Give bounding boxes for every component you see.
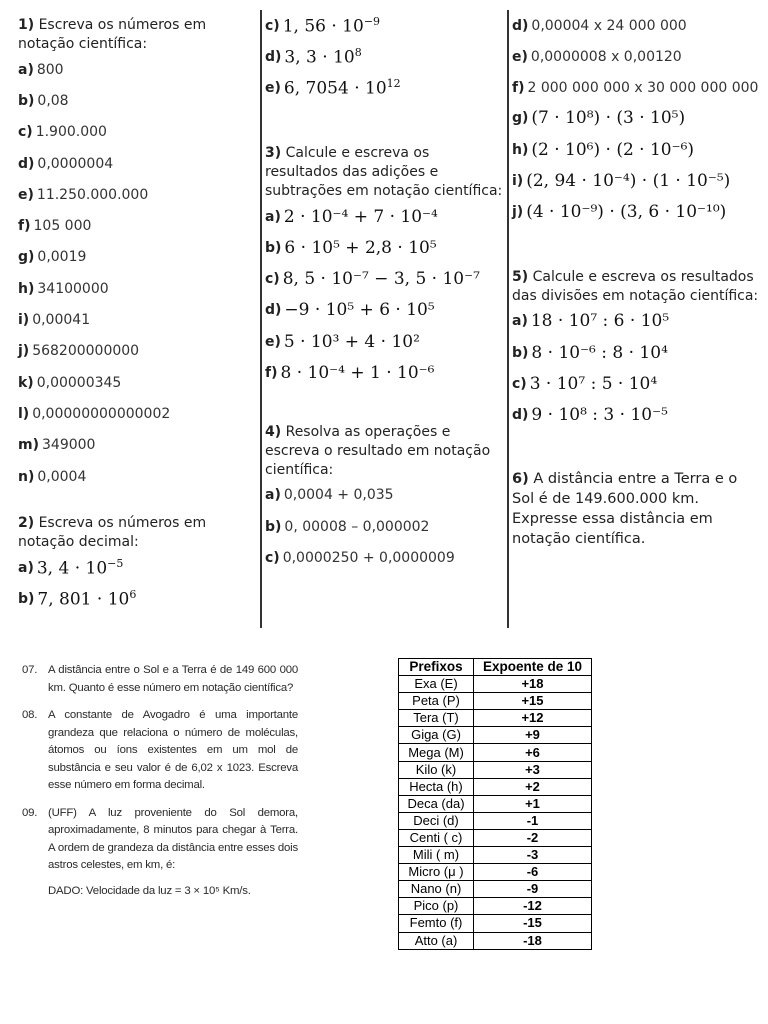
list-item [265,232,505,263]
item-text: 2 000 000 000 x 30 000 000 000 [527,79,759,96]
list-item [18,552,256,583]
problem-text: (UFF) A luz proveniente do Sol demora, aproximadamente, 8 minutos para chegar à Terra. A ordem de grandeza da distância entre esses dois astros celestes, em km, é: [48,806,298,871]
item-label: a) [18,559,34,576]
list-item [265,542,505,573]
math-expression [37,588,136,610]
problem-item [22,662,298,697]
item-label: b) [18,92,35,109]
problem-item [22,707,298,795]
question-6-title: 6) A distância entre a Terra e o Sol é de 149.600.000 km. Expresse essa distância em notação científica. [512,470,738,547]
item-label: f) [18,218,31,235]
table-row [399,710,592,727]
math-exponent: 12 [386,77,401,91]
item-label: c) [265,271,280,288]
item-label: a) [18,61,34,78]
math-base: 3, 3 · 10 [284,47,355,68]
question-5-title: 5) Calcule e escreva os resultados das divisões em notação científica: [512,268,759,304]
header-prefixos: Prefixos [399,659,474,676]
table-row [399,864,592,881]
list-item [18,54,256,85]
item-label: i) [512,172,524,189]
list-item [265,511,505,542]
math-expression: 8 · 10⁻⁴ + 1 · 10⁻⁶ [280,363,435,384]
math-base: 7, 801 · 10 [37,589,130,610]
prefix-cell: Kilo (k) [399,761,474,778]
list-item [265,73,505,104]
table-header-row [399,659,592,676]
problem-text: A constante de Avogadro é uma importante grandeza que relaciona o número de moléculas, átomos ou íons existentes em um mol de substância e seu valor é de 6,02 x 1023. Escreva esse número em forma decimal. [48,709,298,791]
question-2-continued-list [265,10,505,104]
list-item [18,367,256,398]
item-label: d) [265,48,282,65]
math-expression: 2 · 10⁻⁴ + 7 · 10⁻⁴ [283,206,438,227]
column-3 [512,10,762,549]
math-expression: 9 · 10⁸ : 3 · 10⁻⁵ [531,405,668,426]
item-label: a) [265,208,281,225]
exponent-cell: -3 [474,847,592,864]
list-item [512,134,762,165]
prefix-cell: Peta (P) [399,693,474,710]
list-item [18,336,256,367]
item-label: n) [18,468,35,485]
header-expoente: Expoente de 10 [474,659,592,676]
item-label: e) [265,333,281,350]
problem-item [22,805,298,875]
item-label: c) [265,549,280,566]
item-label: b) [265,518,282,535]
prefix-cell: Micro (μ ) [399,864,474,881]
list-item [18,242,256,273]
exponent-cell: -6 [474,864,592,881]
math-expression: (2 · 10⁶) · (2 · 10⁻⁶) [531,139,695,160]
question-5-list [512,306,762,431]
list-item [18,117,256,148]
item-label: d) [18,155,35,172]
column-divider-1 [260,10,262,628]
item-label: b) [265,239,282,256]
item-label: f) [265,365,278,382]
question-4-math-list [512,103,762,228]
item-label: c) [512,376,527,393]
table-row [399,676,592,693]
item-label: j) [18,343,30,360]
prefix-cell: Hecta (h) [399,778,474,795]
item-text: 0,00000345 [36,374,122,391]
table-body [399,676,592,950]
column-divider-2 [507,10,509,628]
list-item [18,179,256,210]
list-item [265,326,505,357]
item-text: 0,0004 + 0,035 [283,487,394,504]
item-text: 34100000 [37,280,109,297]
question-1-title: 1) Escreva os números em notação científica: [18,17,207,52]
prefix-cell: Nano (n) [399,881,474,898]
list-item [18,461,256,492]
problem-list [22,662,298,875]
list-item [18,85,256,116]
exponent-cell: -15 [474,915,592,932]
problem-number: 08. [22,709,38,721]
problem-text: A distância entre o Sol e a Terra é de 149 600 000 km. Quanto é esse número em notação científica? [48,664,298,694]
table-row [399,795,592,812]
math-expression: (7 · 10⁸) · (3 · 10⁵) [531,108,686,129]
math-expression: 18 · 10⁷ : 6 · 10⁵ [530,311,670,332]
problems-section [22,662,298,900]
math-expression: 3 · 10⁷ : 5 · 10⁴ [529,374,658,395]
prefix-cell: Giga (G) [399,727,474,744]
math-expression: (4 · 10⁻⁹) · (3, 6 · 10⁻¹⁰) [526,202,727,223]
math-base: 3, 4 · 10 [36,558,108,579]
item-label: c) [265,17,280,34]
question-4-title: 4) Resolva as operações e escreva o resultado em notação científica: [265,423,491,478]
problem-number: 09. [22,806,38,819]
question-3-list [265,201,505,389]
item-label: d) [265,302,282,319]
list-item [512,306,762,337]
list-item [18,210,256,241]
column-2 [265,10,505,574]
list-item [512,10,762,41]
item-text: 0,0000250 + 0,0000009 [282,549,455,566]
math-expression [37,557,124,579]
math-expression [283,15,380,37]
list-item [512,368,762,399]
table-row [399,727,592,744]
question-1-list [18,54,256,492]
math-expression: 8 · 10⁻⁶ : 8 · 10⁴ [531,342,668,363]
list-item [18,304,256,335]
list-item [265,10,505,41]
list-item [18,430,256,461]
list-item [18,398,256,429]
question-3-title: 3) Calcule e escreva os resultados das adições e subtrações em notação científica: [265,144,503,199]
exponent-cell: +2 [474,778,592,795]
item-label: d) [512,17,529,34]
item-text: 0,00004 x 24 000 000 [531,17,687,34]
list-item [265,41,505,72]
item-label: i) [18,312,30,329]
item-text: 800 [36,61,64,78]
item-text: 0, 00008 – 0,000002 [284,518,430,535]
item-text: 349000 [42,437,96,454]
list-item [265,357,505,388]
item-label: e) [265,80,281,97]
item-text: 11.250.000.000 [36,186,149,203]
item-label: e) [18,186,34,203]
item-text: 0,0000004 [37,155,114,172]
math-expression: −9 · 10⁵ + 6 · 10⁵ [284,300,435,321]
item-text: 0,00000000000002 [32,405,171,422]
exponent-cell: -1 [474,812,592,829]
math-expression: (2, 94 · 10⁻⁴) · (1 · 10⁻⁵) [526,170,731,191]
math-expression: 6 · 10⁵ + 2,8 · 10⁵ [284,237,437,258]
list-item [512,400,762,431]
item-label: g) [18,249,35,266]
exponent-cell: +15 [474,693,592,710]
prefix-table [398,658,592,950]
math-exponent: −9 [363,14,381,28]
list-item [512,196,762,227]
table-row [399,915,592,932]
list-item [512,73,762,103]
item-label: b) [512,344,529,361]
list-item [18,148,256,179]
item-label: d) [512,407,529,424]
prefix-cell: Mega (M) [399,744,474,761]
item-label: m) [18,437,39,454]
question-4-continued-list [512,10,762,103]
item-text: 105 000 [33,218,92,235]
item-label: b) [18,591,35,608]
exponent-cell: -9 [474,881,592,898]
item-label: f) [512,79,525,96]
item-text: 1.900.000 [35,124,107,141]
list-item [512,165,762,196]
prefix-cell: Atto (a) [399,932,474,949]
item-label: h) [18,280,35,297]
table-row [399,744,592,761]
math-expression [284,77,401,99]
question-4-list [265,480,505,574]
item-label: h) [512,141,529,158]
math-base: 1, 56 · 10 [282,16,364,37]
item-label: e) [512,48,528,65]
exponent-cell: -2 [474,829,592,846]
prefix-cell: Deca (da) [399,795,474,812]
math-expression: 5 · 10³ + 4 · 10² [283,331,420,352]
list-item [512,337,762,368]
exponent-cell: +9 [474,727,592,744]
table-row [399,812,592,829]
question-2-title: 2) Escreva os números em notação decimal: [18,515,207,551]
exponent-cell: +6 [474,744,592,761]
math-expression [284,46,361,68]
prefix-cell: Pico (p) [399,898,474,915]
dado-note: DADO: Velocidade da luz = 3 × 10⁵ Km/s. [48,884,251,897]
item-text: 0,00041 [32,312,91,329]
item-label: a) [512,313,528,330]
table-row [399,898,592,915]
item-text: 568200000000 [32,343,140,360]
list-item [18,583,256,614]
item-label: k) [18,374,34,391]
list-item [512,41,762,72]
item-label: c) [18,124,33,141]
exponent-cell: +12 [474,710,592,727]
exponent-cell: +1 [474,795,592,812]
item-text: 0,0004 [37,468,87,485]
prefix-cell: Exa (E) [399,676,474,693]
exponent-cell: +3 [474,761,592,778]
list-item [265,295,505,326]
prefix-cell: Femto (f) [399,915,474,932]
list-item [265,263,505,294]
item-label: a) [265,487,281,504]
list-item [512,103,762,134]
question-2-list [18,552,256,615]
table-row [399,881,592,898]
prefix-cell: Deci (d) [399,812,474,829]
list-item [265,201,505,232]
list-item [18,273,256,304]
item-label: l) [18,405,30,422]
table-row [399,847,592,864]
math-exponent: −5 [107,556,124,570]
item-text: 0,0019 [37,249,87,266]
table-row [399,829,592,846]
prefix-cell: Mili ( m) [399,847,474,864]
prefix-cell: Centi ( c) [399,829,474,846]
prefix-cell: Tera (T) [399,710,474,727]
item-label: j) [512,204,524,221]
math-base: 6, 7054 · 10 [283,79,387,100]
table-row [399,693,592,710]
math-exponent: 8 [354,46,362,60]
problem-number: 07. [22,664,38,676]
table-row [399,761,592,778]
exponent-cell: -12 [474,898,592,915]
exponent-cell: +18 [474,676,592,693]
exponent-cell: -18 [474,932,592,949]
table-row [399,778,592,795]
math-exponent: 6 [129,588,137,602]
list-item [265,480,505,511]
item-text: 0,0000008 x 0,00120 [530,48,682,65]
column-1 [18,10,256,615]
math-expression: 8, 5 · 10⁻⁷ − 3, 5 · 10⁻⁷ [282,269,480,290]
item-label: g) [512,110,529,127]
table-row [399,932,592,949]
item-text: 0,08 [37,92,69,109]
